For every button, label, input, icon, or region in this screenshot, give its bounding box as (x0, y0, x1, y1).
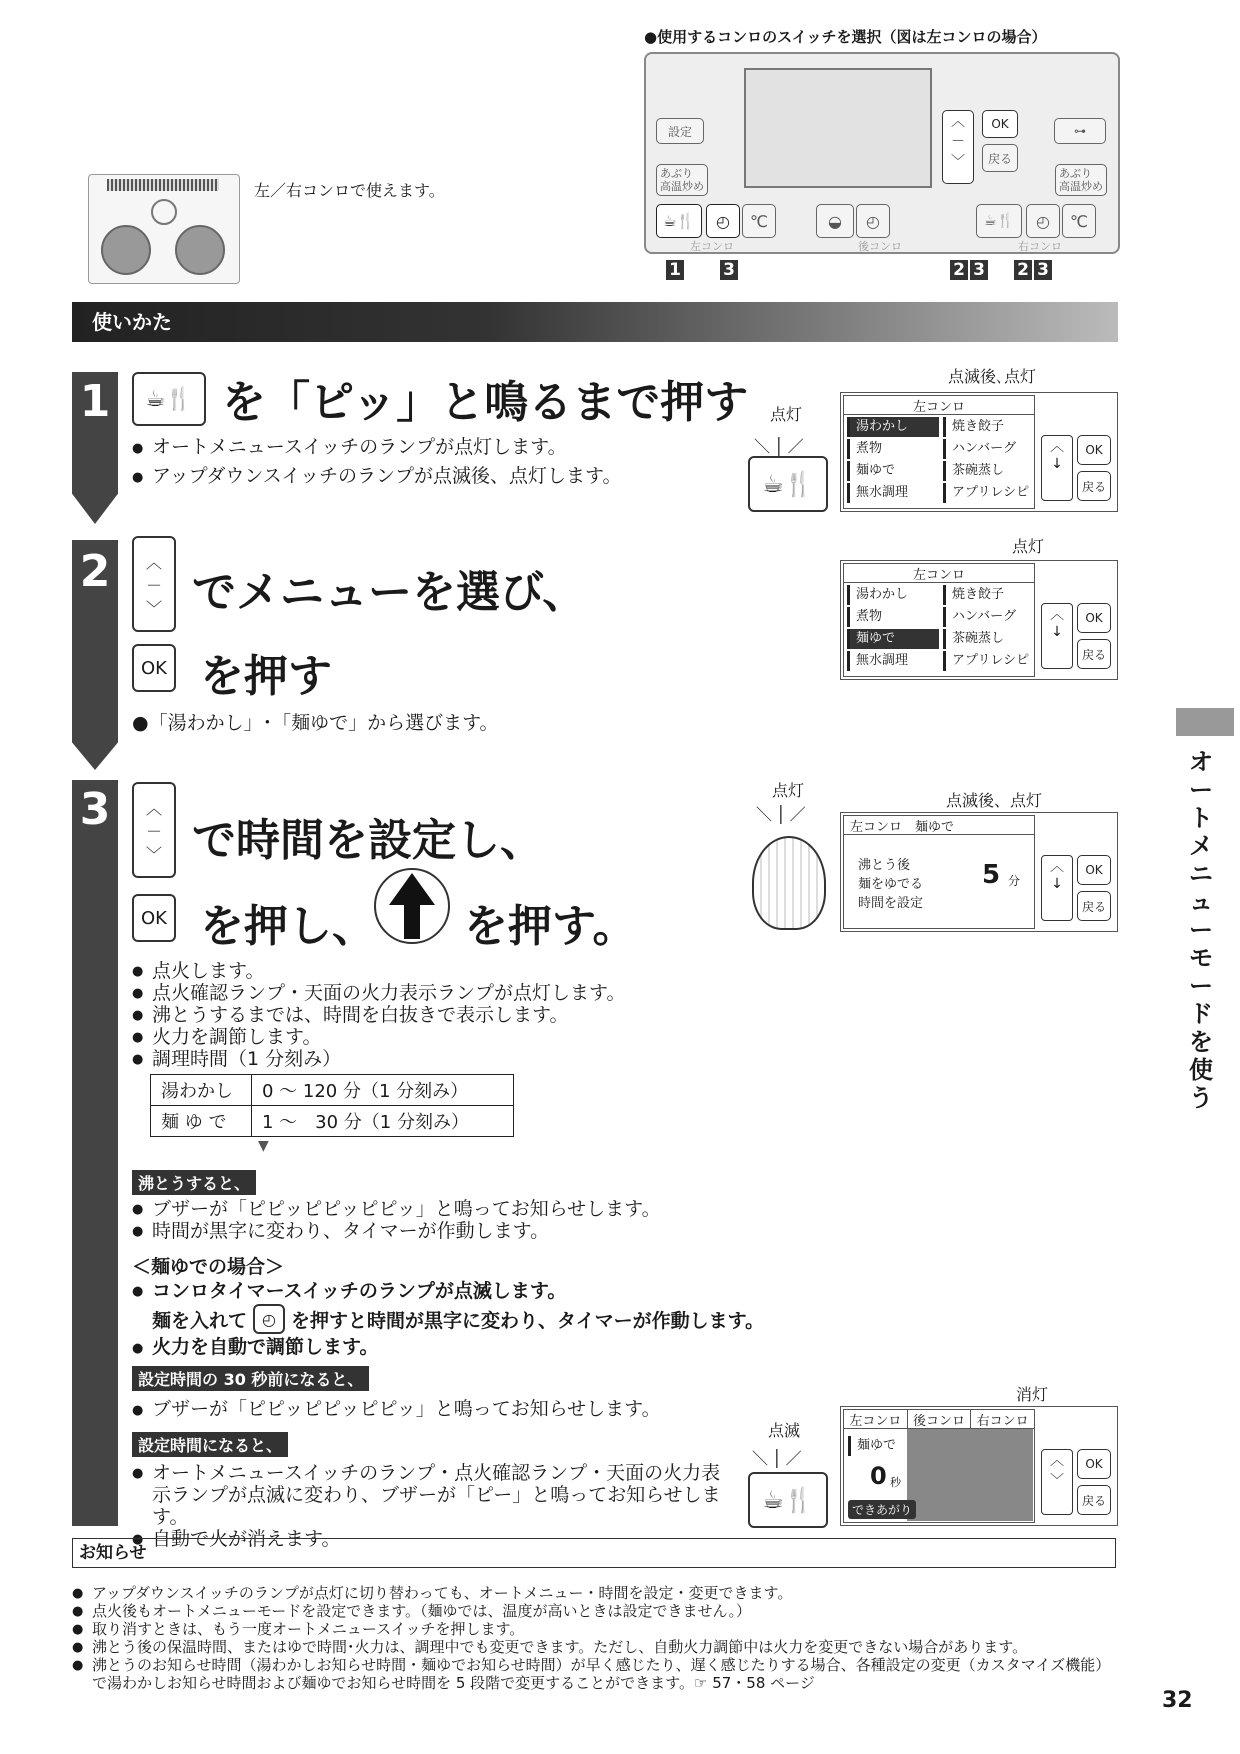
bullet: ● 調理時間（1 分刻み） (132, 1048, 625, 1070)
boil-header: 沸とうすると、 (132, 1170, 256, 1195)
aburi-right-button[interactable]: あぶり 高温炒め (1055, 164, 1107, 196)
menu-item: 茶碗蒸し (943, 629, 1033, 649)
bullet: ● 自動で火が消えます。 (132, 1528, 732, 1550)
menu-item: 湯わかし (847, 417, 939, 437)
lamp-rays-icon: ＼│／ (756, 805, 810, 824)
table-cell: 0 ～ 120 分（1 分刻み） (252, 1075, 514, 1106)
step2-heading-b: を押す (200, 651, 332, 702)
step2-note: ●「湯わかし」･「麺ゆで」から選びます。 (132, 712, 499, 734)
push-up-arrow-icon (387, 871, 437, 941)
step2-heading-a: でメニューを選び、 (192, 567, 587, 618)
side-tab-title: オートメニューモードを使う (1189, 748, 1213, 1112)
up-down-switch[interactable] (942, 110, 974, 184)
lcd-end (840, 1406, 1118, 1526)
timer-key[interactable] (253, 1304, 285, 1334)
step1-bullets (132, 436, 622, 488)
lamp-label: 点灯 (770, 405, 803, 424)
bullet: ● オートメニュースイッチのランプが点灯します。 (132, 436, 622, 459)
text: 麺を入れて (152, 1309, 248, 1332)
menu-item: 焼き餃子 (943, 417, 1033, 437)
knob-illustration (752, 836, 826, 930)
lcd-tab: 後コンロ (907, 1410, 971, 1428)
menu-item: ハンバーグ (943, 439, 1033, 459)
back-button: 戻る (1077, 471, 1111, 501)
up-down-key[interactable] (132, 536, 176, 632)
step1-heading: を「ピッ」と鳴るまで押す (222, 377, 749, 428)
rear-burner (151, 199, 177, 225)
boil-header-wrap (132, 1170, 256, 1195)
ignition-knob-key[interactable] (374, 868, 450, 944)
lcd-line: 麺をゆでる (858, 877, 924, 892)
lcd-tab: 左コンロ (849, 1414, 902, 1429)
notice-title: お知らせ (79, 1543, 147, 1563)
kettle-cutlery-icon: ☕🍴 (145, 386, 193, 412)
auto-menu-lamp-illustration (748, 1472, 828, 1528)
timer-icon: ◴ (1036, 211, 1050, 231)
marker: 2 (950, 260, 968, 280)
ok-button: OK (1077, 1449, 1111, 1479)
noodle-bullets-2 (132, 1336, 378, 1359)
notice-item: ● 沸とうのお知らせ時間（湯わかしお知らせ時間・麺ゆでお知らせ時間）が早く感じたり、遅く感じたりする場合、各種設定の変更（カスタマイズ機能）で湯わかしお知らせ時間および麺ゆでお知らせ時間を 5 段階で変更することができます。☞ 57・58 ページ (72, 1656, 1122, 1692)
notice-item: ● 取り消すときは、もう一度オートメニュースイッチを押します。 (72, 1620, 1122, 1638)
menu-item: 焼き餃子 (943, 585, 1033, 605)
marker: 1 (666, 260, 684, 280)
lcd-time (840, 812, 1118, 932)
step3-heading-b1: を押し、 (200, 901, 376, 952)
table-row (151, 1075, 514, 1106)
lcd-end-value: 0 (870, 1462, 887, 1490)
table-cell: 麺 ゆ で (151, 1106, 252, 1137)
menu-item: ハンバーグ (943, 607, 1033, 627)
lcd-title: 左コンロ (844, 396, 1034, 415)
timer-switch-right[interactable] (1026, 204, 1060, 238)
callout: 点滅後､点灯 (948, 367, 1037, 386)
auto-menu-switch-right[interactable] (976, 204, 1022, 238)
callout: 消灯 (1016, 1385, 1049, 1404)
menu-item: アプリレシピ (943, 651, 1033, 671)
cooking-time-table (150, 1074, 514, 1137)
lcd-time-unit: 分 (1008, 874, 1021, 888)
notice-item: ● 沸とう後の保温時間、またはゆで時間･火力は、調理中でも変更できます。ただし、自動火力調節中は火力を変更できない場合があります。 (72, 1638, 1122, 1656)
lock-button[interactable] (1054, 118, 1106, 144)
left-burner-label: 左コンロ (690, 240, 734, 253)
notice-box (72, 1538, 1116, 1568)
marker-group-right-b (1014, 260, 1052, 280)
end-header: 設定時間になると、 (132, 1432, 288, 1457)
temp-switch-left[interactable]: ℃ (742, 204, 776, 238)
ok-key[interactable]: OK (132, 644, 176, 692)
lcd-menu-step2 (840, 560, 1118, 680)
lcd-tabs (844, 1410, 1034, 1429)
back-button: 戻る (1077, 1485, 1111, 1515)
step3-number: 3 (79, 784, 111, 835)
end-header-wrap (132, 1432, 288, 1457)
step3-heading-b2: を押す。 (464, 901, 637, 952)
lamp-rays-icon: ＼│／ (752, 1449, 806, 1468)
page-number: 32 (1162, 1688, 1193, 1713)
side-tab-block (1176, 708, 1234, 736)
step1-number: 1 (79, 376, 111, 427)
up-down-key[interactable] (132, 782, 176, 878)
menu-item: 麺ゆで (847, 461, 939, 481)
up-icon: ︿ (951, 114, 965, 130)
s30-header-wrap (132, 1366, 369, 1391)
bullet: ● 点火します。 (132, 960, 625, 982)
panel-display (744, 68, 932, 188)
lcd-title: 左コンロ (844, 564, 1034, 583)
lcd-lines (858, 856, 923, 913)
auto-menu-key[interactable] (132, 372, 206, 426)
pot-icon: ◒ (828, 211, 842, 231)
menu-item: 麺ゆで (847, 629, 939, 649)
up-icon: ︿ (145, 552, 162, 572)
menu-item: アプリレシピ (943, 483, 1033, 503)
text: を押すと時間が黒字に変わり、タイマーが作動します。 (291, 1309, 765, 1332)
right-burner (175, 225, 225, 275)
ok-button: OK (1077, 435, 1111, 465)
dash-icon: － (145, 575, 162, 595)
marker-group-left (666, 260, 738, 280)
section-bar (72, 302, 1118, 342)
down-icon: ﹀ (145, 844, 162, 864)
lcd-tab: 右コンロ (970, 1410, 1034, 1428)
bullet: ● 点火確認ランプ・天面の火力表示ランプが点灯します。 (132, 982, 625, 1004)
marker: 3 (720, 260, 738, 280)
back-button: 戻る (1077, 639, 1111, 669)
lcd-inactive-area (907, 1429, 1033, 1521)
bullet: ● 火力を調節します。 (132, 1026, 625, 1048)
ok-button: OK (1077, 603, 1111, 633)
stove-illustration (88, 174, 240, 284)
lamp-rays-icon: ＼│／ (754, 437, 808, 456)
bullet: ● アップダウンスイッチのランプが点滅後、点灯します。 (132, 465, 622, 488)
dash-icon: － (951, 134, 965, 150)
menu-item: 湯わかし (847, 585, 939, 605)
bullet: ● コンロタイマースイッチのランプが点滅します。 (132, 1278, 566, 1304)
step3-heading-a: で時間を設定し、 (192, 815, 544, 866)
auto-menu-lamp-illustration (748, 456, 828, 512)
kettle-cutlery-icon: ☕🍴 (762, 1486, 814, 1514)
timer-switch-rear[interactable] (856, 204, 890, 238)
notice-list (72, 1584, 1122, 1692)
lcd-line: 時間を設定 (858, 896, 924, 911)
table-cell: 湯わかし (151, 1075, 252, 1106)
marker: 2 (1014, 260, 1032, 280)
menu-item: 煮物 (847, 607, 939, 627)
marker: 3 (970, 260, 988, 280)
section-title: 使いかた (92, 310, 172, 334)
bullet: ● オートメニュースイッチのランプ・点火確認ランプ・天面の火力表示ランプが点滅に変わり、ブザーが「ピー」と鳴ってお知らせします。 (132, 1462, 732, 1528)
callout: 点滅後、点灯 (946, 791, 1043, 810)
down-icon: ﹀ (145, 598, 162, 618)
timer-icon: ◴ (866, 211, 880, 231)
notice-item: ● 点火後もオートメニューモードを設定できます。（麺ゆでは、温度が高いときは設定できません。） (72, 1602, 1122, 1620)
lamp-label: 点灯 (772, 781, 805, 800)
table-row (151, 1106, 514, 1137)
lcd-time-value: 5 (982, 860, 1001, 890)
ok-key[interactable]: OK (132, 894, 176, 942)
dash-icon: － (145, 821, 162, 841)
up-icon: ︿ (145, 798, 162, 818)
kettle-cutlery-icon: ☕🍴 (762, 470, 814, 498)
lcd-done-badge: できあがり (848, 1500, 916, 1519)
callout: 点灯 (1012, 537, 1045, 556)
step3-bar (72, 780, 118, 1526)
lcd-line: 沸とう後 (858, 858, 911, 873)
temp-switch-right[interactable]: ℃ (1062, 204, 1096, 238)
menu-item: 茶碗蒸し (943, 461, 1033, 481)
marker: 3 (1034, 260, 1052, 280)
key-icon: ⊶ (1074, 124, 1086, 138)
ok-button[interactable]: OK (982, 110, 1018, 138)
lcd-title: 左コンロ 麺ゆで (844, 816, 1034, 835)
lcd-menu-step1 (840, 392, 1118, 512)
noodle-line2 (152, 1304, 764, 1334)
step3-bullets (132, 960, 625, 1070)
timer-icon: ◴ (262, 1309, 276, 1329)
kettle-cutlery-icon: ☕🍴 (662, 212, 696, 230)
grill-vent (107, 179, 219, 191)
table-cell: 1 ～ 30 分（1 分刻み） (252, 1106, 514, 1137)
noodle-header: ＜麺ゆでの場合＞ (132, 1256, 285, 1278)
up-down-switch: ︿ ↓ (1041, 435, 1073, 501)
left-burner (101, 225, 151, 275)
control-panel (644, 52, 1120, 254)
up-down-switch: ︿ ﹀ (1041, 1449, 1073, 1515)
s30-header: 設定時間の 30 秒前になると、 (132, 1366, 369, 1391)
aburi-left-button[interactable]: あぶり 高温炒め (656, 164, 708, 196)
auto-menu-switch-left[interactable] (656, 204, 702, 238)
stove-caption: 左／右コンロで使えます。 (254, 181, 445, 200)
notice-item: ● アップダウンスイッチのランプが点灯に切り替わっても、オートメニュー・時間を設定・変更できます。 (72, 1584, 1122, 1602)
down-icon: ﹀ (951, 154, 965, 170)
menu-item: 無水調理 (847, 651, 939, 671)
back-button: 戻る (1077, 891, 1111, 921)
boil-bullets (132, 1198, 661, 1242)
rice-switch-rear[interactable] (816, 204, 854, 238)
marker-group-right-a (950, 260, 988, 280)
timer-switch-left[interactable] (706, 204, 740, 238)
lcd-end-menu: 麺ゆで (848, 1436, 896, 1456)
lamp-label: 点滅 (768, 1421, 801, 1440)
bullet: ● 時間が黒字に変わり、タイマーが作動します。 (132, 1220, 661, 1242)
lcd-end-unit: 秒 (890, 1476, 901, 1489)
panel-caption: ●使用するコンロのスイッチを選択（図は左コンロの場合） (644, 28, 1047, 46)
back-button[interactable]: 戻る (982, 144, 1018, 172)
rear-burner-label: 後コンロ (858, 240, 902, 253)
bullet: ● 火力を自動で調節します。 (132, 1336, 378, 1359)
bullet: ● 沸とうするまでは、時間を白抜きで表示します。 (132, 1004, 625, 1026)
s30-bullets (132, 1398, 661, 1421)
bullet: ● ブザーが「ピピッピピッピピッ」と鳴ってお知らせします。 (132, 1398, 661, 1421)
kettle-cutlery-icon: ☕🍴 (984, 213, 1014, 229)
bullet: ● ブザーが「ピピッピピッピピッ」と鳴ってお知らせします。 (132, 1198, 661, 1220)
noodle-bullets (132, 1278, 566, 1304)
step2-number: 2 (79, 546, 111, 597)
timer-icon: ◴ (716, 211, 730, 231)
up-down-switch: ︿ ↓ (1041, 855, 1073, 921)
down-arrow-icon: ▼ (258, 1138, 269, 1154)
menu-item: 煮物 (847, 439, 939, 459)
right-burner-label: 右コンロ (1018, 240, 1062, 253)
lcd-end-menu-wrap (848, 1434, 896, 1458)
up-down-switch: ︿ ↓ (1041, 603, 1073, 669)
end-bullets (132, 1462, 732, 1550)
menu-item: 無水調理 (847, 483, 939, 503)
settings-button[interactable]: 設定 (656, 118, 704, 144)
ok-button: OK (1077, 855, 1111, 885)
